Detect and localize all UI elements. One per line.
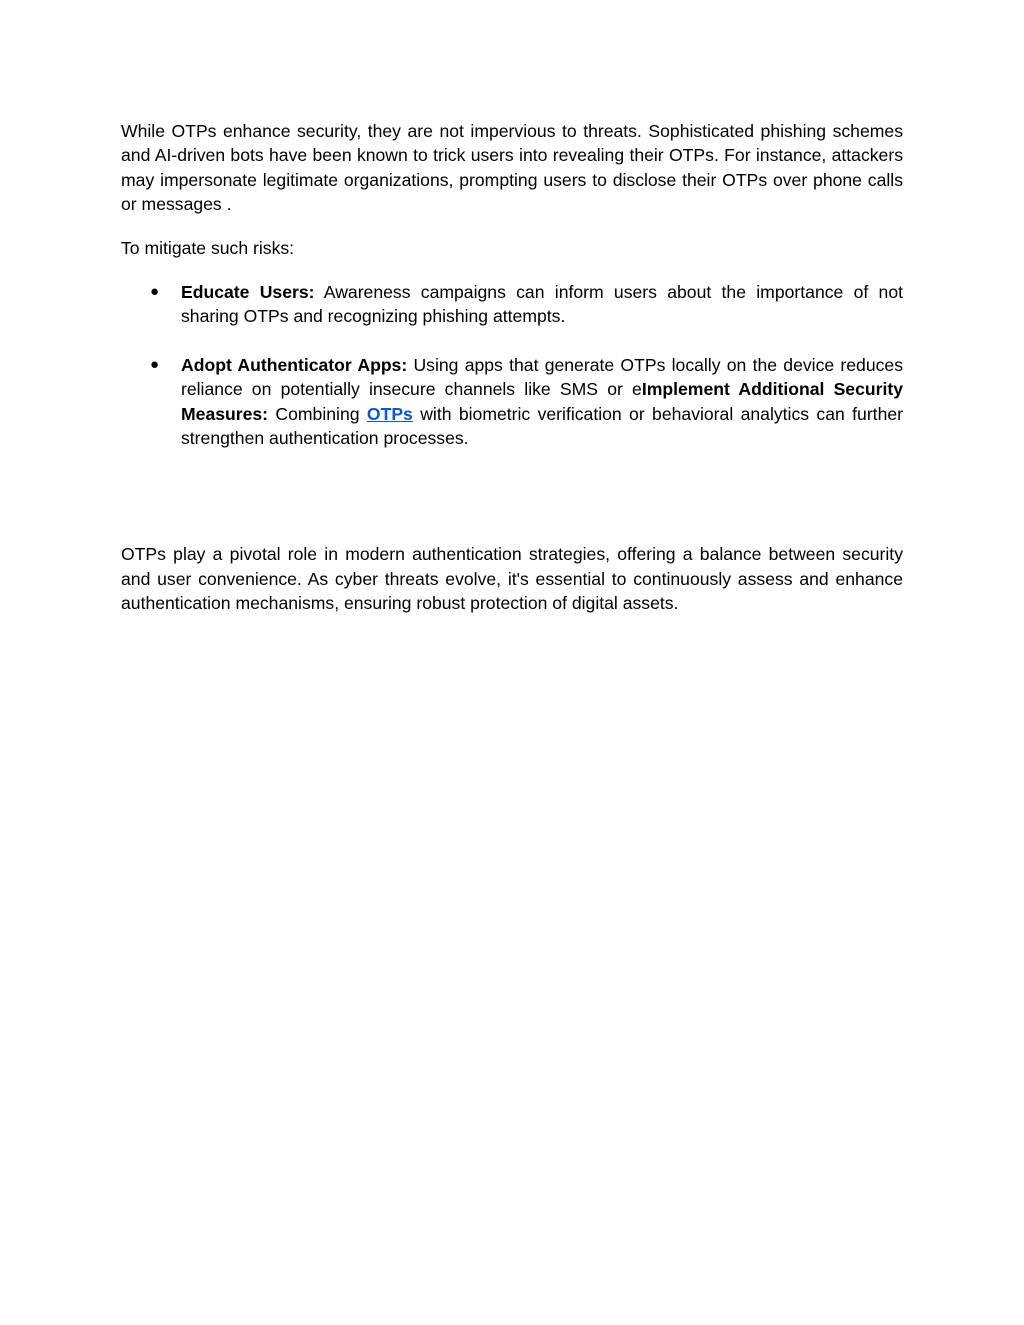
conclusion-paragraph: OTPs play a pivotal role in modern authentication strategies, offering a balance between security and user convenience. As cyber threats evolve, it's essential to continuously assess and enhance authentication mechanisms, ensuring robust protection of digital assets. [121, 544, 903, 614]
bullet-text: Combining [268, 403, 367, 424]
document-page [121, 119, 903, 616]
mitigation-list [121, 280, 903, 450]
bullet-text: with biometric verification or behavioral analytics can further strengthen authentication processes. [181, 403, 903, 449]
otps-link[interactable]: OTPs [366, 403, 413, 424]
bullet-text: Using apps that generate OTPs locally on the device reduces reliance on potentially insecure channels like SMS or e [181, 354, 903, 400]
list-item-authenticator-apps [121, 353, 903, 451]
mitigation-intro: To mitigate such risks: [121, 237, 295, 258]
intro-paragraph: While OTPs enhance security, they are not impervious to threats. Sophisticated phishing schemes and AI-driven bots have been known to trick users into revealing their OTPs. For instance, attackers may impersonate legitimate organizations, prompting users to disclose their OTPs over phone calls or messages . [121, 121, 903, 215]
bullet-heading: Adopt Authenticator Apps: [181, 354, 408, 375]
bullet-heading: Educate Users: [181, 282, 315, 303]
bullet-subheading: Implement Additional Security Measures: [181, 379, 903, 424]
bullet-icon: ● [150, 355, 160, 373]
bullet-icon: ● [150, 283, 160, 301]
list-item-educate-users [121, 280, 903, 329]
bullet-text: Awareness campaigns can inform users about the importance of not sharing OTPs and recognizing phishing attempts. [181, 282, 903, 327]
